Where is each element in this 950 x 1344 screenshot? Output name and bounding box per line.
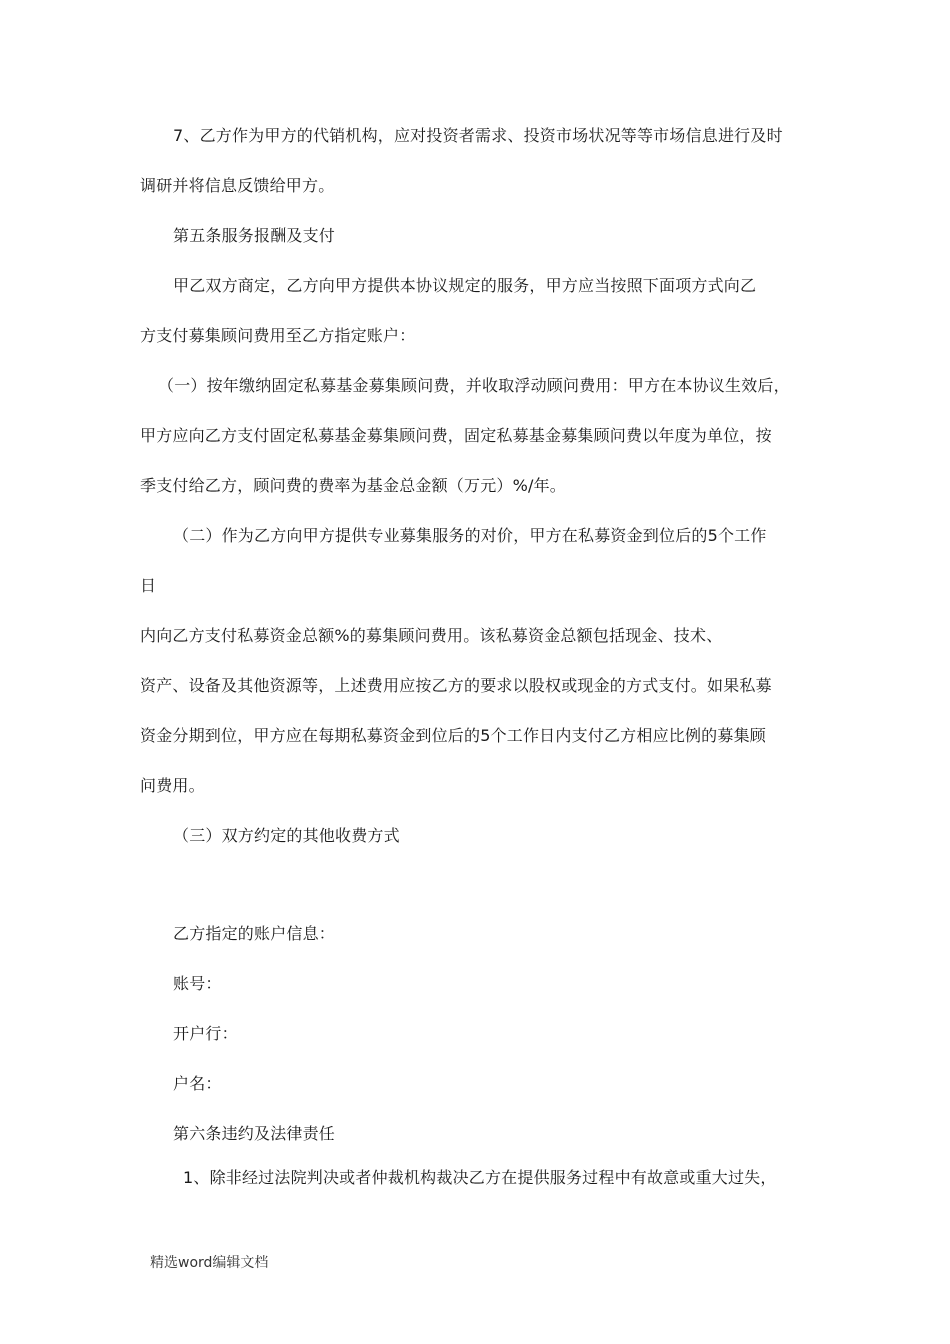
clause-2-cont-1: 日 [140, 576, 157, 595]
clause-2: （二）作为乙方向甲方提供专业募集服务的对价，甲方在私募资金到位后的5个工作 [173, 526, 767, 545]
clause-2-cont-2: 内向乙方支付私募资金总额%的募集顾问费用。该私募资金总额包括现金、技术、 [140, 626, 723, 645]
clause-2-cont-3: 资产、设备及其他资源等，上述费用应按乙方的要求以股权或现金的方式支付。如果私募 [140, 676, 772, 695]
clause-1: （一）按年缴纳固定私募基金募集顾问费，并收取浮动顾问费用：甲方在本协议生效后， [158, 376, 790, 395]
paragraph-7-cont: 调研并将信息反馈给甲方。 [140, 176, 335, 195]
paragraph-agreement: 甲乙双方商定，乙方向甲方提供本协议规定的服务，甲方应当按照下面项方式向乙 [173, 276, 757, 295]
paragraph-agreement-cont: 方支付募集顾问费用至乙方指定账户： [140, 326, 416, 345]
section-6-clause-1: 1、除非经过法院判决或者仲裁机构裁决乙方在提供服务过程中有故意或重大过失， [183, 1168, 777, 1187]
account-info-label: 乙方指定的账户信息： [173, 924, 336, 943]
clause-2-cont-4: 资金分期到位，甲方应在每期私募资金到位后的5个工作日内支付乙方相应比例的募集顾 [140, 726, 766, 745]
paragraph-7: 7、乙方作为甲方的代销机构，应对投资者需求、投资市场状况等等市场信息进行及时 [173, 126, 783, 145]
page-footer: 精选word编辑文档 [150, 1255, 269, 1271]
section-5-heading: 第五条服务报酬及支付 [173, 226, 336, 245]
clause-2-cont-5: 问费用。 [140, 776, 205, 795]
account-name-label: 户名： [173, 1074, 222, 1093]
clause-1-cont-1: 甲方应向乙方支付固定私募基金募集顾问费，固定私募基金募集顾问费以年度为单位，按 [140, 426, 772, 445]
clause-1-cont-2: 季支付给乙方，顾问费的费率为基金总金额（万元）%/年。 [140, 476, 566, 495]
account-number-label: 账号： [173, 974, 222, 993]
bank-label: 开户行： [173, 1024, 238, 1043]
clause-3: （三）双方约定的其他收费方式 [173, 826, 400, 845]
section-6-heading: 第六条违约及法律责任 [173, 1124, 336, 1143]
